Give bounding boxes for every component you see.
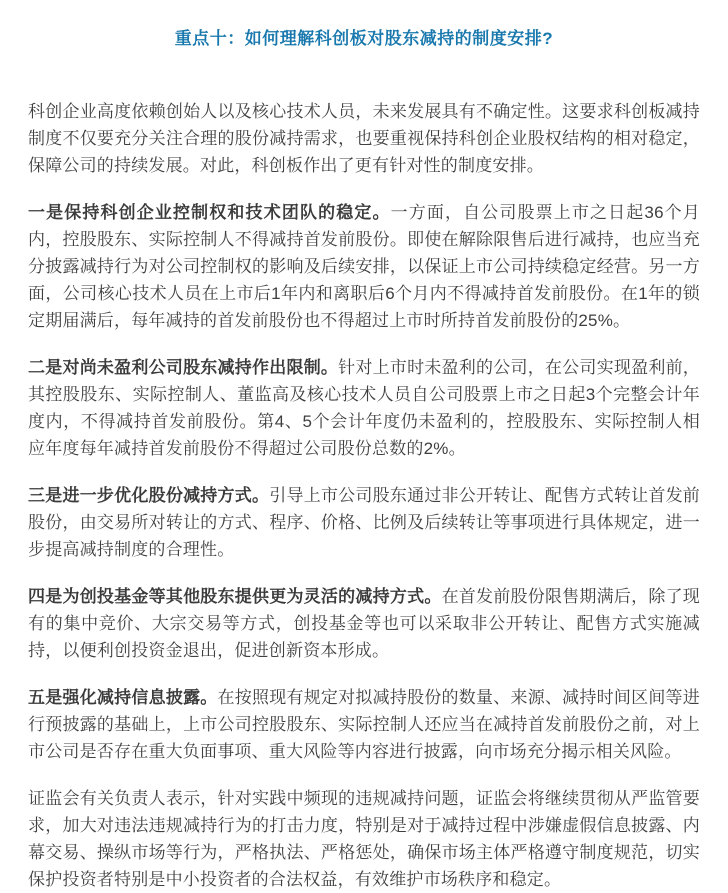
paragraph-closing xyxy=(28,785,700,893)
paragraph-lead: 四是为创投基金等其他股东提供更为灵活的减持方式。 xyxy=(28,587,442,606)
paragraph-intro xyxy=(28,98,700,179)
paragraph-point-4 xyxy=(28,583,700,664)
paragraph-lead: 二是对尚未盈利公司股东减持作出限制。 xyxy=(28,358,339,377)
paragraph-text: 在按照现有规定对拟减持股份的数量、来源、减持时间区间等进行预披露的基础上，上市公司控股股东、实际控制人还应当在减持首发前股份之前，对上市公司是否存在重大负面事项、重大风险等内容进行披露，向市场充分揭示相关风险。 xyxy=(28,688,700,761)
paragraph-text: 一方面，自公司股票上市之日起36个月内，控股股东、实际控制人不得减持首发前股份。即使在解除限售后进行减持，也应当充分披露减持行为对公司控制权的影响及后续安排，以保证上市公司持续稳定经营。另一方面，公司核心技术人员在上市后1年内和离职后6个月内不得减持首发前股份。在1年的锁定期届满后，每年减持的首发前股份也不得超过上市时所持首发前股份的25%。 xyxy=(28,203,700,330)
page-title: 重点十：如何理解科创板对股东减持的制度安排? xyxy=(174,29,554,48)
paragraph-text: 证监会有关负责人表示，针对实践中频现的违规减持问题，证监会将继续贯彻从严监管要求，加大对违法违规减持行为的打击力度，特别是对于减持过程中涉嫌虚假信息披露、内幕交易、操纵市场等行为，严格执法、严格惩处，确保市场主体严格遵守制度规范，切实保护投资者特别是中小投资者的合法权益，有效维护市场秩序和稳定。 xyxy=(28,789,700,889)
paragraph-text: 科创企业高度依赖创始人以及核心技术人员，未来发展具有不确定性。这要求科创板减持制度不仅要充分关注合理的股份减持需求，也要重视保持科创企业股权结构的相对稳定，保障公司的持续发展。对此，科创板作出了更有针对性的制度安排。 xyxy=(28,102,700,175)
paragraph-point-1 xyxy=(28,199,700,334)
paragraph-lead: 五是强化减持信息披露。 xyxy=(28,688,218,707)
paragraph-point-3 xyxy=(28,482,700,563)
paragraph-text: 针对上市时未盈利的公司，在公司实现盈利前，其控股股东、实际控制人、董监高及核心技术人员自公司股票上市之日起3个完整会计年度内，不得减持首发前股份。第4、5个会计年度仍未盈利的，控股股东、实际控制人相应年度每年减持首发前股份不得超过公司股份总数的2%。 xyxy=(28,358,700,458)
paragraph-lead: 一是保持科创企业控制权和技术团队的稳定。 xyxy=(28,203,391,222)
paragraph-point-2 xyxy=(28,354,700,462)
paragraph-text: 在首发前股份限售期满后，除了现有的集中竞价、大宗交易等方式，创投基金等也可以采取非公开转让、配售方式实施减持，以便利创投资金退出，促进创新资本形成。 xyxy=(28,587,700,660)
paragraph-text: 引导上市公司股东通过非公开转让、配售方式转让首发前股份，由交易所对转让的方式、程序、价格、比例及后续转让等事项进行具体规定，进一步提高减持制度的合理性。 xyxy=(28,486,700,559)
paragraph-lead: 三是进一步优化股份减持方式。 xyxy=(28,486,270,505)
paragraph-point-5 xyxy=(28,684,700,765)
